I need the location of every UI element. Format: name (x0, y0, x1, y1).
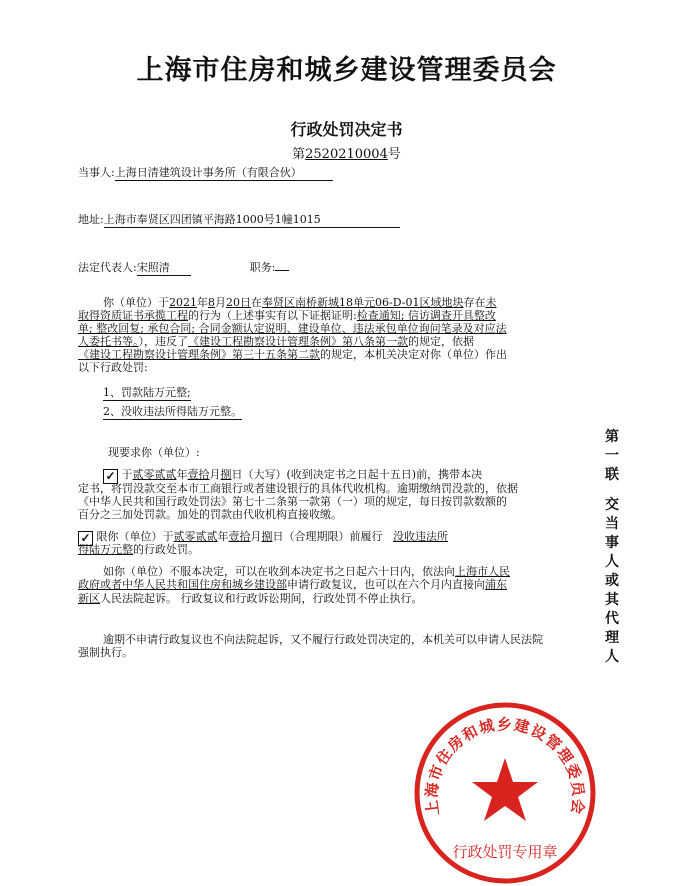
stamp-bottom-text: 行政处罚专用章 (452, 843, 558, 861)
facts-line-5: 《建设工程勘察设计管理条例》第三十五条第二款的规定，本机关决定对你（单位）作出 (78, 348, 507, 361)
requirements-intro: 现要求你（单位）: (108, 446, 200, 459)
doc-number-value: 2520210004 (305, 147, 388, 162)
party-name: 上海日清建筑设计事务所（有限合伙） (115, 166, 333, 181)
rep-line: 法定代表人:宋照清 职务: (78, 261, 289, 276)
rep-value: 宋照清 (137, 261, 191, 276)
requirement-1-checkbox: ✓ (103, 469, 118, 484)
requirement-2-checkbox: ✓ (78, 531, 93, 546)
penalty-1: 1、罚款陆万元整; (103, 386, 191, 399)
doc-title: 行政处罚决定书 (290, 120, 403, 139)
official-seal-stamp (412, 700, 598, 886)
penalty-2: 2、没收违法所得陆万元整。 (103, 405, 242, 418)
requirement-1-line-4: 百分之三加处罚款。加处的罚款由代收机构直接收缴。 (78, 508, 342, 521)
facts-line-2: 取得资质证书承揽工程的行为（上述事实有以下证据证明:检查通知; 信访调查开具整改 (78, 309, 496, 322)
address-line: 地址:上海市奉贤区四团镇平海路1000号1幢1015 (78, 213, 400, 228)
facts-line-3: 单; 整改回复; 承包合同; 合同金额认定说明、建设单位、违法承包单位询问笔录及对应法 (78, 322, 507, 335)
party-line: 当事人:上海日清建筑设计事务所（有限合伙） (78, 166, 333, 181)
facts-line-1: 你（单位）于2021年8月20日在奉贤区南桥新城18单元06-D-01区域地块存在未 (103, 296, 497, 309)
requirement-1-line-2: 定书，将罚没款交至本市工商银行或者建设银行的具体代收机构。逾期缴纳罚没款的，依据 (78, 482, 518, 495)
requirement-2-line-1: ✓ 限你（单位）于贰零贰贰年壹拾月捌日（合理期限）前履行 没收违法所 (78, 530, 448, 546)
facts-line-6: 以下行政处罚: (78, 361, 148, 374)
review-line-2: 政府或者中华人民共和国住房和城乡建设部申请行政复议，也可以在六个月内直接向浦东 (78, 578, 507, 591)
doc-number: 第2520210004号 (292, 147, 401, 162)
requirement-1-line-3: 《中华人民共和国行政处罚法》第七十二条第一款第（一）项的规定，每日按罚款数额的 (78, 495, 507, 508)
address-value: 上海市奉贤区四团镇平海路1000号1幢1015 (104, 213, 400, 228)
requirement-1-line-1: ✓ 于贰零贰贰年壹拾月捌日（大写）(收到决定书之日起十五日)前，携带本决 (103, 468, 482, 484)
review-line-1: 如你（单位）不服本决定，可以在收到本决定书之日起六十日内，依法向上海市人民 (103, 565, 510, 578)
facts-line-4: 人委托书等。），违反了《建设工程勘察设计管理条例》第八条第一款的规定，依据 (78, 335, 474, 348)
side-recipient-label: 交当事人或其代理人 (605, 497, 619, 665)
stamp-ring-text: 上海市住房和城乡建设管理委员会 (422, 715, 588, 817)
requirement-2-line-2: 得陆万元整的行政处罚。 (78, 543, 199, 556)
enforcement-line-2: 强制执行。 (78, 646, 133, 659)
enforcement-line-1: 逾期不申请行政复议也不向法院起诉，又不履行行政处罚决定的，本机关可以申请人民法院 (103, 633, 543, 646)
side-copy-label: 第一联 (605, 429, 619, 483)
org-title: 上海市住房和城乡建设管理委员会 (136, 55, 557, 86)
review-line-3: 新区人民法院起诉。 行政复议和行政诉讼期间，行政处罚不停止执行。 (78, 592, 423, 605)
stamp-star-icon (472, 758, 538, 821)
title-value (275, 270, 289, 271)
